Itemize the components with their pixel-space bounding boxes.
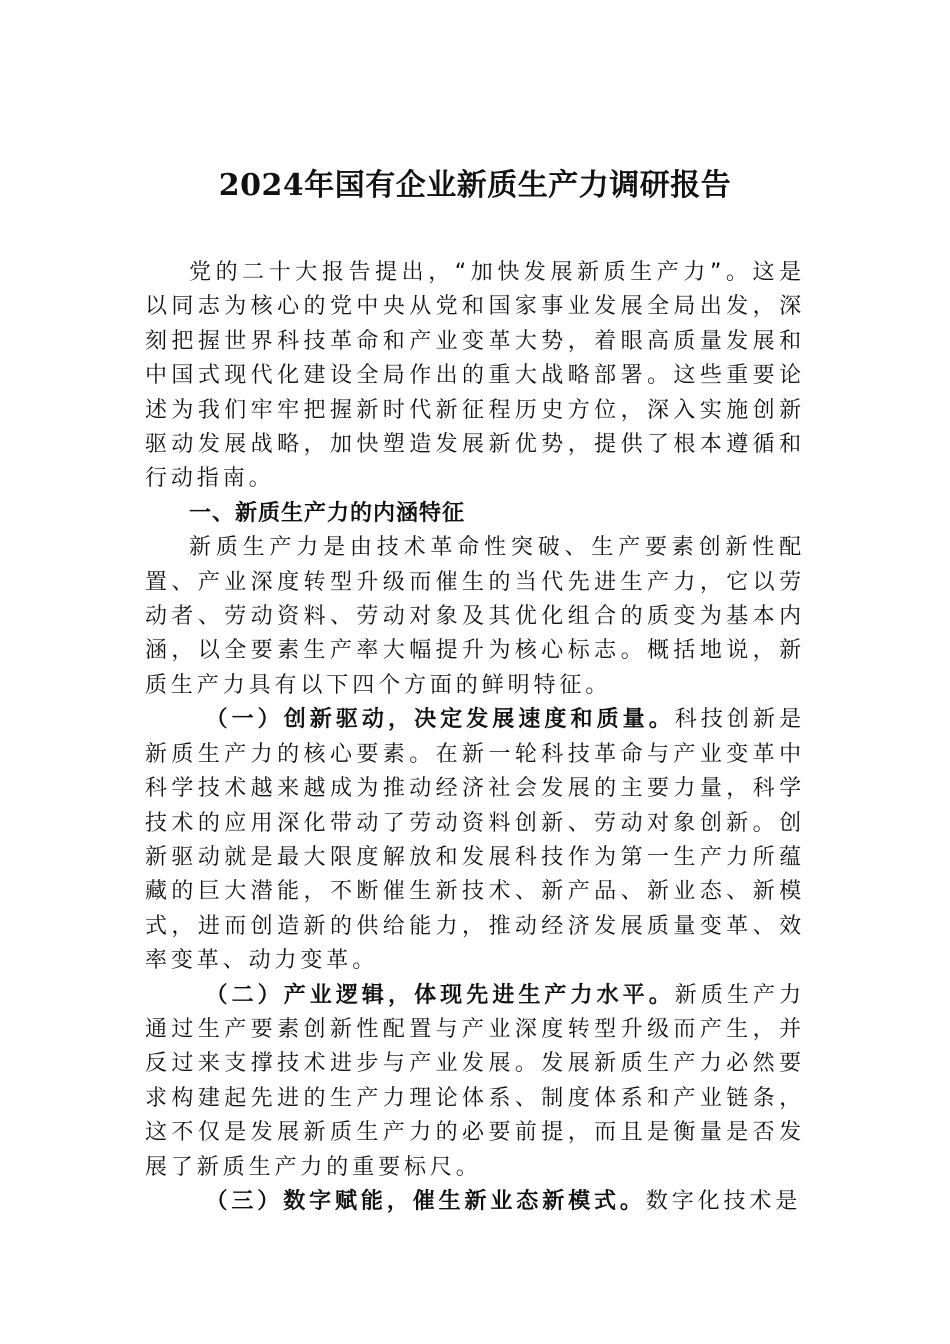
document-title: 2024年国有企业新质生产力调研报告 (218, 168, 732, 203)
point-paragraph-3 (145, 1185, 805, 1219)
point-lead-3: （三）数字赋能，催生新业态新模式。 (205, 1188, 646, 1214)
section-paragraph: 新质生产力是由技术革命性突破、生产要素创新性配置、产业深度转型升级而催生的当代先进生产力，它以劳动者、劳动资料、劳动对象及其优化组合的质变为基本内涵，以全要素生产率大幅提升为核心标志。概括地说，新质生产力具有以下四个方面的鲜明特征。 (145, 535, 805, 698)
point-lead-2: （二）产业逻辑，体现先进生产力水平。 (205, 982, 675, 1008)
intro-paragraph: 党的二十大报告提出，“加快发展新质生产力”。这是以同志为核心的党中央从党和国家事业发展全局出发，深刻把握世界科技革命和产业变革大势，着眼高质量发展和中国式现代化建设全局作出的重大战略部署。这些重要论述为我们牢牢把握新时代新征程历史方位，深入实施创新驱动发展战略，加快塑造发展新优势，提供了根本遵循和行动指南。 (145, 260, 805, 492)
point-paragraph-1 (145, 703, 805, 978)
point-lead-1: （一）创新驱动，决定发展速度和质量。 (205, 707, 675, 733)
point-paragraph-2 (145, 979, 805, 1185)
section-heading: 一、新质生产力的内涵特征 (189, 500, 466, 526)
point-text-2: 新质生产力通过生产要素创新性配置与产业深度转型升级而产生，并反过来支撑技术进步与产业发展。发展新质生产力必然要求构建起先进的生产力理论体系、制度体系和产业链条，这不仅是发展新质生产力的必要前提，而且是衡量是否发展了新质生产力的重要标尺。 (145, 982, 805, 1180)
point-text-1: 科技创新是新质生产力的核心要素。在新一轮科技革命与产业变革中科学技术越来越成为推动经济社会发展的主要力量，科学技术的应用深化带动了劳动资料创新、劳动对象创新。创新驱动就是最大限度解放和发展科技作为第一生产力所蕴藏的巨大潜能，不断催生新技术、新产品、新业态、新模式，进而创造新的供给能力，推动经济发展质量变革、效率变革、动力变革。 (145, 707, 805, 974)
document-body (145, 256, 805, 1219)
point-text-3: 数字化技术是 (645, 1188, 802, 1214)
